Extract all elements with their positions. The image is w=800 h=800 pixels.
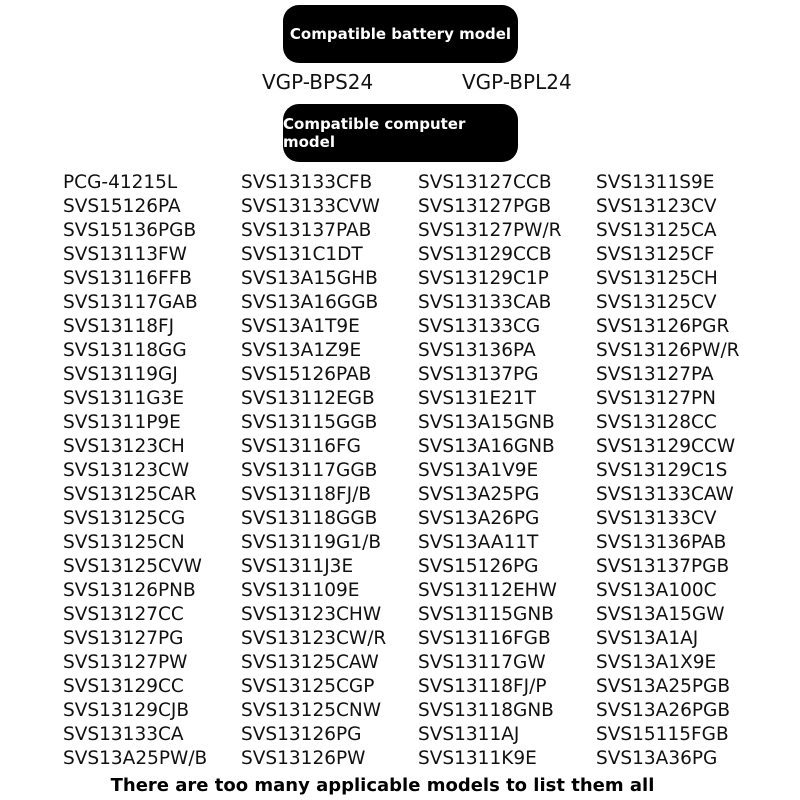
computer-model-item: SVS13133CV [596,508,717,529]
computer-model-item: SVS13133CAB [418,292,552,313]
computer-model-item: SVS13118FJ [63,316,175,337]
computer-model-item: SVS13A25PW/B [63,748,208,769]
computer-model-item: SVS13A25PGB [596,676,731,697]
computer-model-item: SVS13125CNW [241,700,382,721]
computer-model-item: SVS13A100C [596,580,717,601]
computer-model-item: SVS13123CW/R [241,628,387,649]
computer-model-item: SVS13A15GHB [241,268,378,289]
computer-model-item: SVS15126PG [418,556,539,577]
computer-model-item: SVS1311P9E [63,412,181,433]
computer-model-item: SVS15126PA [63,196,181,217]
computer-model-item: SVS131109E [241,580,360,601]
computer-model-item: SVS13A15GNB [418,412,555,433]
computer-model-item: SVS13125CVW [63,556,202,577]
computer-model-heading [283,104,518,162]
computer-model-item: SVS13117GW [418,652,546,673]
computer-model-item: SVS13123CHW [241,604,382,625]
computer-model-item: SVS13129C1S [596,460,728,481]
computer-model-item: SVS13127CC [63,604,184,625]
computer-model-item: SVS13A26PG [418,508,540,529]
model-column-2 [241,171,386,771]
computer-model-item: SVS13129CCB [418,244,552,265]
computer-model-item: SVS13A25PG [418,484,540,505]
computer-model-item: SVS1311AJ [418,724,520,745]
computer-model-item: SVS13128CC [596,412,717,433]
computer-model-item: SVS13127PGB [418,196,552,217]
computer-model-item: SVS13119G1/B [241,532,382,553]
computer-model-item: SVS13127PW [63,652,188,673]
computer-model-item: SVS13125CAW [241,652,379,673]
computer-model-item: SVS13123CW [63,460,190,481]
computer-model-item: SVS1311K9E [418,748,537,769]
computer-model-item: SVS13A16GGB [241,292,379,313]
computer-model-item: SVS13A1Z9E [241,340,362,361]
computer-model-item: SVS13133CVW [241,196,380,217]
computer-model-item: SVS13116FG [241,436,361,457]
computer-model-item: SVS13118GNB [418,700,554,721]
computer-model-item: SVS13113FW [63,244,187,265]
footer-note: There are too many applicable models to list them all [110,775,655,796]
computer-model-item: SVS13127PN [596,388,716,409]
computer-model-item: SVS15126PAB [241,364,372,385]
computer-model-item: SVS13AA11T [418,532,539,553]
computer-model-item: SVS13125CV [596,292,717,313]
computer-model-item: SVS13125CF [596,244,715,265]
computer-model-item: SVS13137PG [418,364,539,385]
computer-model-item: SVS131C1DT [241,244,363,265]
computer-model-item: SVS13125CN [63,532,185,553]
computer-model-item: SVS13112EGB [241,388,375,409]
computer-model-item: SVS13123CH [63,436,185,457]
computer-model-item: SVS15115FGB [596,724,729,745]
computer-model-item: SVS13129CCW [596,436,736,457]
battery-heading-label: Compatible battery model [289,25,512,43]
computer-model-item: SVS13117GAB [63,292,198,313]
computer-model-item: PCG-41215L [63,172,178,193]
computer-model-item: SVS131E21T [418,388,536,409]
computer-model-item: SVS13A1T9E [241,316,360,337]
computer-model-item: SVS13126PGR [596,316,730,337]
computer-model-item: SVS13126PW/R [596,340,740,361]
battery-model-item: VGP-BPL24 [462,70,572,94]
computer-model-item: SVS13A1AJ [596,628,699,649]
computer-model-item: SVS13118GGB [241,508,378,529]
computer-model-item: SVS13A1V9E [418,460,539,481]
computer-model-item: SVS13A1X9E [596,652,717,673]
computer-model-item: SVS13115GNB [418,604,554,625]
computer-model-item: SVS13133CA [63,724,184,745]
computer-model-item: SVS13126PNB [63,580,196,601]
computer-model-item: SVS13125CH [596,268,718,289]
computer-model-item: SVS13127PW/R [418,220,562,241]
computer-model-item: SVS13118FJ/B [241,484,372,505]
computer-model-item: SVS13126PW [241,748,366,769]
computer-model-item: SVS1311J3E [241,556,354,577]
computer-model-item: SVS1311G3E [63,388,185,409]
model-column-4 [596,171,740,771]
computer-model-item: SVS1311S9E [596,172,715,193]
computer-model-item: SVS13129CC [63,676,184,697]
computer-model-item: SVS13127PG [63,628,184,649]
computer-model-item: SVS13A15GW [596,604,725,625]
computer-model-item: SVS15136PGB [63,220,197,241]
computer-model-item: SVS13117GGB [241,460,378,481]
computer-model-item: SVS13116FFB [63,268,192,289]
computer-model-item: SVS13115GGB [241,412,378,433]
computer-model-item: SVS13133CFB [241,172,373,193]
computer-model-item: SVS13A16GNB [418,436,555,457]
computer-heading-label: Compatible computer model [283,115,466,151]
battery-model-heading [283,5,518,63]
computer-model-item: SVS13A26PGB [596,700,731,721]
computer-model-item: SVS13116FGB [418,628,551,649]
model-column-3 [418,171,562,771]
computer-model-item: SVS13125CAR [63,484,197,505]
computer-model-item: SVS13119GJ [63,364,178,385]
computer-model-item: SVS13A36PG [596,748,718,769]
battery-model-item: VGP-BPS24 [262,70,374,94]
computer-model-item: SVS13136PA [418,340,536,361]
computer-model-item: SVS13129C1P [418,268,549,289]
computer-model-item: SVS13125CGP [241,676,375,697]
computer-model-item: SVS13126PG [241,724,362,745]
computer-model-item: SVS13136PAB [596,532,727,553]
computer-model-item: SVS13118FJ/P [418,676,547,697]
computer-model-item: SVS13137PGB [596,556,730,577]
computer-model-item: SVS13112EHW [418,580,557,601]
computer-model-item: SVS13118GG [63,340,187,361]
computer-model-item: SVS13125CG [63,508,186,529]
computer-model-item: SVS13123CV [596,196,717,217]
model-column-1 [63,171,207,771]
computer-model-item: SVS13133CG [418,316,541,337]
computer-model-item: SVS13129CJB [63,700,190,721]
computer-model-item: SVS13133CAW [596,484,734,505]
computer-model-item: SVS13127CCB [418,172,552,193]
computer-model-item: SVS13127PA [596,364,714,385]
computer-model-item: SVS13125CA [596,220,717,241]
computer-model-item: SVS13137PAB [241,220,372,241]
